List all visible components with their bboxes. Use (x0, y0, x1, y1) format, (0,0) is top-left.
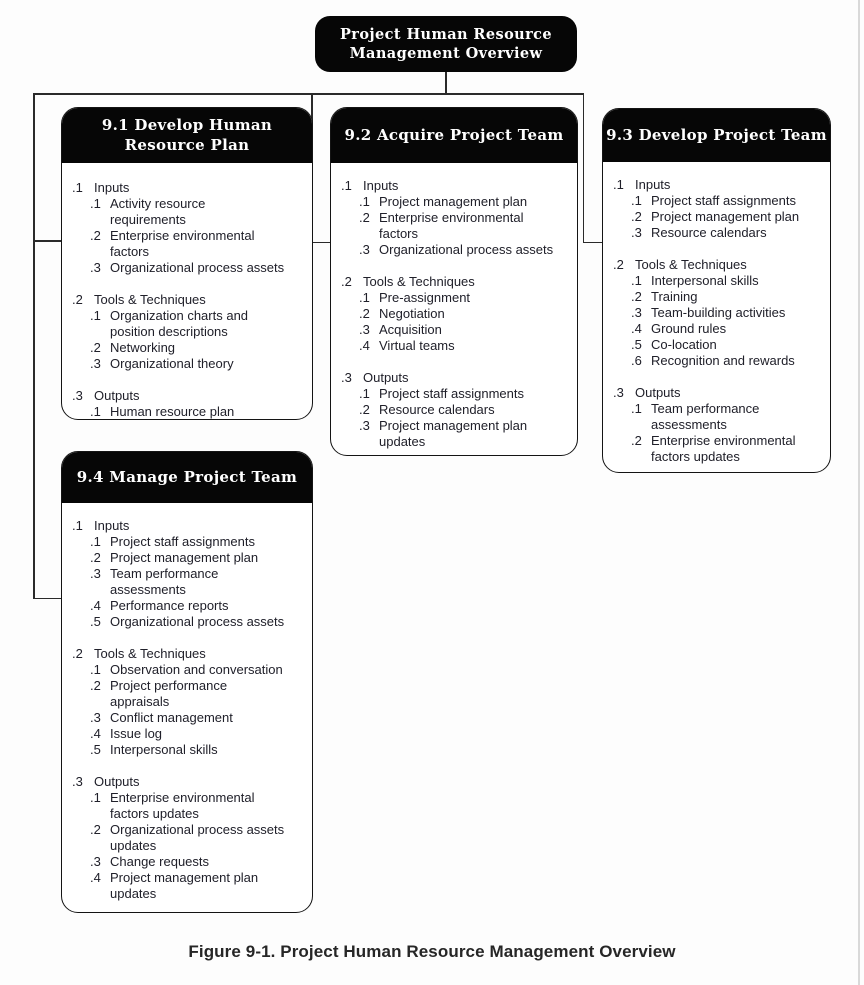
item-text: Observation and conversation (110, 662, 283, 677)
item-text: Issue log (110, 726, 163, 741)
connector-top-drop (445, 72, 447, 93)
item-text: Inputs (635, 177, 671, 192)
itto-section (62, 180, 306, 276)
itto-section (62, 774, 306, 902)
itto-item (331, 338, 571, 354)
item-text: Human resource plan (110, 404, 235, 419)
item-number: .2 (631, 433, 642, 448)
item-number: .1 (90, 534, 101, 549)
item-text: Organizational process assets (379, 242, 554, 257)
item-text: Organizational theory (110, 356, 234, 371)
item-text: Resource calendars (379, 402, 495, 417)
itto-item (603, 273, 824, 289)
item-text: Acquisition (379, 322, 442, 337)
header-line: Resource Plan (124, 135, 250, 154)
itto-item (62, 196, 306, 228)
itto-item (62, 404, 306, 420)
itto-item (62, 870, 306, 902)
itto-item (603, 193, 824, 209)
section-heading (62, 292, 306, 308)
overview-title-node (315, 16, 577, 72)
item-number: .1 (631, 193, 642, 208)
process-box-9-4-manage-project-team (61, 451, 313, 913)
item-number: .1 (631, 273, 642, 288)
item-number: .1 (72, 518, 83, 533)
item-text: Organizational process assets (110, 260, 285, 275)
itto-item (331, 194, 571, 210)
item-number: .2 (72, 646, 83, 661)
item-number: .1 (613, 177, 624, 192)
section-heading (62, 180, 306, 196)
process-box-header (62, 108, 312, 163)
itto-item (62, 742, 306, 758)
item-number: .2 (72, 292, 83, 307)
item-number: .2 (359, 402, 370, 417)
item-text: Pre-assignment (379, 290, 471, 305)
itto-section (62, 388, 306, 420)
itto-section (331, 274, 571, 354)
item-number: .3 (90, 854, 101, 869)
item-text: Inputs (363, 178, 399, 193)
item-number: .2 (90, 340, 101, 355)
process-box-body (62, 503, 312, 902)
connector-stub-9-1 (33, 240, 61, 242)
item-text: Inputs (94, 180, 130, 195)
section-heading (603, 385, 824, 401)
item-number: .1 (90, 790, 101, 805)
itto-item (62, 566, 306, 598)
section-heading (331, 274, 571, 290)
process-box-body (331, 163, 577, 450)
connector-right-drop (583, 93, 585, 243)
connector-stub-9-2 (311, 242, 330, 244)
item-text: Enterprise environmental factors (379, 210, 524, 241)
item-number: .3 (90, 356, 101, 371)
item-text: Organization charts and position descriptions (110, 308, 249, 339)
item-number: .3 (90, 566, 101, 581)
item-number: .4 (90, 726, 101, 741)
section-heading (603, 257, 824, 273)
item-text: Project staff assignments (651, 193, 796, 208)
item-number: .6 (631, 353, 642, 368)
item-text: Team performance assessments (651, 401, 760, 432)
itto-item (62, 854, 306, 870)
itto-section (62, 518, 306, 630)
connector-left-drop (33, 93, 35, 599)
section-heading (62, 518, 306, 534)
item-number: .1 (359, 290, 370, 305)
item-number: .3 (631, 305, 642, 320)
item-number: .2 (359, 306, 370, 321)
item-number: .2 (90, 228, 101, 243)
itto-item (62, 678, 306, 710)
itto-item (62, 790, 306, 822)
item-text: Team-building activities (651, 305, 786, 320)
item-text: Outputs (94, 388, 140, 403)
item-number: .3 (359, 322, 370, 337)
itto-item (62, 662, 306, 678)
item-number: .3 (90, 710, 101, 725)
item-text: Team performance assessments (110, 566, 219, 597)
itto-item (603, 209, 824, 225)
section-heading (603, 177, 824, 193)
itto-item (603, 225, 824, 241)
item-text: Project management plan (379, 194, 528, 209)
item-text: Ground rules (651, 321, 727, 336)
itto-section (331, 178, 571, 258)
item-text: Activity resource requirements (110, 196, 206, 227)
itto-item (603, 321, 824, 337)
itto-section (603, 177, 824, 241)
process-box-9-3-develop-project-team (602, 108, 831, 473)
item-text: Project staff assignments (110, 534, 255, 549)
item-number: .4 (631, 321, 642, 336)
item-text: Enterprise environmental factors (110, 228, 255, 259)
itto-item (62, 308, 306, 340)
item-text: Networking (110, 340, 176, 355)
header-line: 9.3 Develop Project Team (606, 125, 827, 144)
header-line: 9.2 Acquire Project Team (344, 125, 564, 144)
section-heading (62, 774, 306, 790)
header-line: Project Human Resource (340, 26, 552, 43)
item-number: .3 (90, 260, 101, 275)
item-number: .2 (90, 550, 101, 565)
item-number: .1 (631, 401, 642, 416)
item-text: Co-location (651, 337, 717, 352)
item-text: Inputs (94, 518, 130, 533)
item-text: Organizational process assets updates (110, 822, 285, 853)
itto-item (62, 340, 306, 356)
item-number: .3 (341, 370, 352, 385)
item-number: .2 (359, 210, 370, 225)
item-number: .1 (90, 662, 101, 677)
header-line: 9.1 Develop Human (101, 116, 273, 134)
item-number: .2 (90, 822, 101, 837)
item-text: Change requests (110, 854, 210, 869)
item-text: Resource calendars (651, 225, 767, 240)
item-text: Tools & Techniques (635, 257, 747, 272)
item-text: Project management plan (651, 209, 800, 224)
item-text: Organizational process assets (110, 614, 285, 629)
connector-stub-9-4 (33, 598, 61, 600)
itto-item (331, 418, 571, 450)
item-text: Performance reports (110, 598, 229, 613)
item-number: .5 (631, 337, 642, 352)
itto-item (603, 289, 824, 305)
item-number: .3 (613, 385, 624, 400)
itto-item (62, 614, 306, 630)
itto-item (331, 402, 571, 418)
itto-item (331, 322, 571, 338)
process-box-9-1-develop-human-resource-plan (61, 107, 313, 420)
process-box-header (62, 452, 312, 503)
item-number: .4 (90, 870, 101, 885)
item-text: Project management plan updates (110, 870, 259, 901)
itto-item (62, 260, 306, 276)
item-number: .3 (359, 242, 370, 257)
item-number: .1 (359, 386, 370, 401)
item-number: .1 (341, 178, 352, 193)
item-text: Interpersonal skills (110, 742, 218, 757)
itto-section (603, 385, 824, 465)
figure-caption: Figure 9-1. Project Human Resource Management Overview (188, 942, 676, 961)
item-number: .3 (72, 774, 83, 789)
item-number: .1 (90, 404, 101, 419)
itto-item (331, 306, 571, 322)
item-number: .5 (90, 742, 101, 757)
section-heading (62, 646, 306, 662)
page-edge-line (858, 0, 860, 985)
connector-rail (33, 93, 584, 95)
itto-item (62, 822, 306, 854)
item-text: Conflict management (110, 710, 233, 725)
item-text: Tools & Techniques (363, 274, 475, 289)
item-text: Recognition and rewards (651, 353, 795, 368)
header-line: Management Overview (349, 45, 543, 62)
itto-item (603, 433, 824, 465)
itto-item (62, 726, 306, 742)
itto-item (62, 228, 306, 260)
itto-section (331, 370, 571, 450)
item-number: .4 (90, 598, 101, 613)
item-text: Project performance appraisals (110, 678, 228, 709)
process-box-9-2-acquire-project-team (330, 107, 578, 456)
item-text: Project staff assignments (379, 386, 524, 401)
item-number: .2 (90, 678, 101, 693)
process-box-body (603, 162, 830, 465)
section-heading (62, 388, 306, 404)
process-box-header (603, 109, 830, 162)
itto-item (331, 290, 571, 306)
item-number: .5 (90, 614, 101, 629)
itto-item (62, 710, 306, 726)
itto-item (331, 242, 571, 258)
itto-item (331, 386, 571, 402)
item-text: Enterprise environmental factors updates (110, 790, 255, 821)
item-number: .2 (631, 289, 642, 304)
itto-item (331, 210, 571, 242)
item-number: .4 (359, 338, 370, 353)
process-box-header (331, 108, 577, 163)
itto-item (62, 356, 306, 372)
item-text: Training (651, 289, 698, 304)
item-text: Outputs (94, 774, 140, 789)
itto-section (603, 257, 824, 369)
item-text: Interpersonal skills (651, 273, 759, 288)
item-number: .2 (613, 257, 624, 272)
item-number: .1 (72, 180, 83, 195)
itto-item (62, 550, 306, 566)
item-number: .3 (359, 418, 370, 433)
item-number: .2 (631, 209, 642, 224)
section-heading (331, 178, 571, 194)
item-text: Project management plan updates (379, 418, 528, 449)
itto-item (603, 337, 824, 353)
item-text: Outputs (363, 370, 409, 385)
item-number: .1 (359, 194, 370, 209)
connector-stub-9-3 (583, 242, 603, 244)
itto-item (603, 401, 824, 433)
item-text: Project management plan (110, 550, 259, 565)
item-number: .1 (90, 308, 101, 323)
itto-item (62, 598, 306, 614)
itto-item (62, 534, 306, 550)
itto-item (603, 305, 824, 321)
header-line: 9.4 Manage Project Team (76, 467, 298, 486)
item-number: .2 (341, 274, 352, 289)
item-text: Virtual teams (379, 338, 455, 353)
item-number: .3 (72, 388, 83, 403)
item-text: Negotiation (379, 306, 445, 321)
item-number: .1 (90, 196, 101, 211)
itto-item (603, 353, 824, 369)
item-number: .3 (631, 225, 642, 240)
item-text: Tools & Techniques (94, 646, 206, 661)
section-heading (331, 370, 571, 386)
item-text: Tools & Techniques (94, 292, 206, 307)
itto-section (62, 646, 306, 758)
item-text: Enterprise environmental factors updates (651, 433, 796, 464)
item-text: Outputs (635, 385, 681, 400)
process-box-body (62, 163, 312, 420)
itto-section (62, 292, 306, 372)
